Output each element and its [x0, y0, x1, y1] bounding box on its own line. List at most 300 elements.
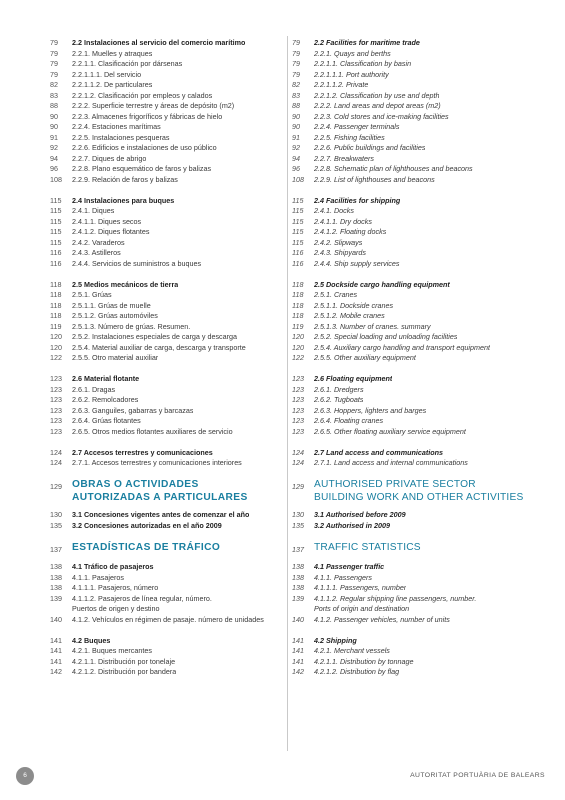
toc-entry-label: 2.7.1. Accesos terrestres y comunicaciones interiores — [72, 458, 242, 467]
toc-entry[interactable] — [292, 164, 554, 175]
page-ref: 118 — [50, 311, 62, 320]
toc-entry[interactable] — [50, 573, 282, 584]
toc-entry-label: 2.5.1. Grúas — [72, 290, 112, 299]
page-ref: 141 — [50, 656, 62, 666]
toc-entry-label: 2.6.2. Remolcadores — [72, 395, 139, 404]
toc-entry-label: 4.2.1.1. Distribución por tonelaje — [72, 656, 176, 666]
toc-section-entry[interactable] — [292, 448, 554, 459]
page-ref: 138 — [50, 583, 62, 592]
toc-entry[interactable] — [50, 164, 282, 175]
toc-entry[interactable] — [50, 604, 282, 615]
page-ref: 115 — [292, 216, 304, 226]
toc-entry[interactable] — [50, 458, 282, 469]
page-ref: 83 — [292, 90, 300, 100]
page-ref: 79 — [292, 59, 300, 68]
toc-entry-label: 4.2.1.2. Distribución por bandera — [72, 667, 177, 676]
spacer — [292, 269, 554, 280]
toc-section-entry[interactable] — [292, 636, 554, 647]
toc-section-entry[interactable] — [50, 562, 282, 573]
toc-entry-label: 2.2.1.2. Classification by use and depth — [314, 90, 440, 100]
page-ref: 94 — [50, 153, 58, 163]
toc-entry-label: Ports of origin and destination — [314, 604, 410, 613]
toc-entry[interactable] — [292, 583, 554, 594]
toc-entry-label: 2.2.8. Schematic plan of lighthouses and beacons — [314, 164, 473, 173]
section-heading-line: AUTORIZADAS A PARTICULARES — [72, 491, 248, 503]
page-ref: 91 — [50, 132, 58, 142]
toc-entry[interactable] — [292, 154, 554, 165]
toc-entry[interactable] — [50, 91, 282, 102]
toc-entry[interactable] — [292, 406, 554, 417]
toc-entry-label: 2.5.1.1. Dockside cranes — [314, 300, 394, 310]
page-ref: 119 — [50, 321, 62, 331]
toc-entry-label: 2.6.5. Other floating auxiliary service equipment — [314, 426, 466, 436]
page-ref: 108 — [292, 174, 304, 184]
page-ref: 123 — [292, 405, 304, 415]
toc-entry[interactable] — [50, 427, 282, 438]
toc-entry[interactable] — [50, 395, 282, 406]
page-ref: 141 — [292, 646, 304, 655]
toc-entry-label: 2.2.6. Edificios e instalaciones de uso público — [72, 143, 217, 152]
toc-entry[interactable] — [292, 175, 554, 186]
toc-entry-label: 2.5.1. Cranes — [314, 290, 358, 299]
page-ref: 123 — [50, 395, 62, 404]
toc-entry[interactable] — [292, 322, 554, 333]
toc-entry-label: 4.1.2. Vehículos en régimen de pasaje. número de unidades — [72, 614, 264, 624]
toc-entry[interactable] — [292, 604, 554, 615]
page-ref: 120 — [292, 332, 304, 341]
toc-entry[interactable] — [50, 353, 282, 364]
page-ref: 123 — [292, 426, 304, 436]
toc-entry-label: 2.2.9. Relación de faros y balizas — [72, 174, 178, 184]
toc-entry[interactable] — [292, 573, 554, 584]
toc-entry[interactable] — [292, 301, 554, 312]
spacer — [292, 185, 554, 196]
toc-entry-label: 4.1.1. Pasajeros — [72, 572, 124, 582]
page-ref: 96 — [292, 164, 300, 173]
page-ref: 88 — [50, 101, 58, 110]
toc-entry-label: 3.1 Concesiones vigentes antes de comenzar el año — [72, 510, 250, 519]
toc-entry[interactable] — [292, 594, 554, 605]
toc-entry[interactable] — [50, 594, 282, 605]
spacer — [292, 364, 554, 375]
toc-entry-label: Puertos de origen y destino — [72, 604, 160, 613]
toc-entry-label: 2.4.4. Servicios de suministros a buques — [72, 258, 202, 268]
page-ref: 124 — [50, 458, 62, 467]
page-ref: 140 — [50, 614, 62, 624]
toc-entry-label: 2.4 Facilities for shipping — [314, 195, 401, 205]
toc-entry-label: 2.4.1. Docks — [314, 206, 354, 215]
toc-entry[interactable] — [50, 416, 282, 427]
section-heading-line: AUTHORISED PRIVATE SECTOR — [314, 479, 476, 490]
page-ref: 124 — [292, 458, 304, 467]
toc-entry[interactable] — [50, 133, 282, 144]
page-ref: 142 — [292, 667, 304, 676]
spacer — [50, 185, 282, 196]
toc-entry-label: 2.2.7. Diques de abrigo — [72, 153, 147, 163]
page-ref: 79 — [292, 69, 300, 79]
toc-entry[interactable] — [292, 290, 554, 301]
toc-entry[interactable] — [50, 343, 282, 354]
toc-entry-label: 2.4.2. Slipways — [314, 237, 363, 247]
toc-entry-label: 4.2 Shipping — [314, 635, 357, 645]
page-ref: 123 — [50, 426, 62, 436]
toc-entry-label: 2.5.4. Material auxiliar de carga, descarga y transporte — [72, 342, 246, 352]
toc-entry[interactable] — [50, 385, 282, 396]
toc-entry-label: 2.4.4. Ship supply services — [314, 258, 400, 268]
page-ref: 141 — [292, 656, 304, 666]
toc-entry[interactable] — [50, 290, 282, 301]
toc-section-entry[interactable] — [292, 280, 554, 291]
toc-section-entry[interactable] — [50, 510, 282, 521]
toc-section-entry[interactable] — [50, 280, 282, 291]
toc-entry-label: 2.2.1.1. Classification by basin — [314, 59, 412, 68]
page-ref: 96 — [50, 164, 58, 173]
toc-entry-label: 2.6.3. Ganguiles, gabarras y barcazas — [72, 405, 194, 415]
page-ref: 79 — [50, 38, 58, 47]
page-ref: 123 — [50, 374, 62, 383]
page-ref: 122 — [50, 353, 62, 362]
page-ref: 123 — [50, 384, 62, 394]
toc-section-entry[interactable] — [292, 510, 554, 521]
page-ref: 135 — [50, 520, 62, 530]
toc-entry-label: 2.2.1. Quays and berths — [314, 48, 391, 58]
toc-entry[interactable] — [50, 70, 282, 81]
toc-entry-label: 2.7 Accesos terrestres y comunicaciones — [72, 447, 213, 457]
toc-entry[interactable] — [50, 143, 282, 154]
toc-entry-label: 3.2 Concesiones autorizadas en el año 2009 — [72, 520, 222, 530]
page-ref: 135 — [292, 520, 304, 530]
toc-entry[interactable] — [50, 49, 282, 60]
toc-entry-label: 2.2.3. Cold stores and ice-making facilities — [314, 111, 449, 121]
toc-entry-label: 2.2 Facilities for maritime trade — [314, 38, 420, 47]
toc-entry[interactable] — [292, 667, 554, 678]
spacer — [50, 625, 282, 636]
page-ref: 115 — [292, 206, 304, 215]
toc-entry[interactable] — [292, 385, 554, 396]
page-ref: 79 — [292, 48, 300, 58]
toc-entry-label: 2.2.1.1.1. Del servicio — [72, 69, 142, 79]
section-heading[interactable] — [50, 542, 282, 557]
toc-entry-label: 2.2.4. Passenger terminals — [314, 122, 400, 131]
toc-entry[interactable] — [292, 353, 554, 364]
toc-entry-label: 2.4.1.2. Diques flotantes — [72, 227, 150, 236]
toc-entry[interactable] — [292, 343, 554, 354]
toc-section-entry[interactable] — [292, 38, 554, 49]
toc-entry-label: 2.6.1. Dredgers — [314, 384, 364, 394]
spacer — [292, 437, 554, 448]
page-ref: 115 — [50, 237, 62, 247]
toc-entry[interactable] — [292, 133, 554, 144]
toc-entry-label: 2.2.8. Plano esquemático de faros y balizas — [72, 164, 212, 173]
toc-section-entry[interactable] — [50, 196, 282, 207]
toc-entry-label: 2.6.5. Otros medios flotantes auxiliares de servicio — [72, 426, 233, 436]
section-heading-line: TRAFFIC STATISTICS — [314, 541, 421, 553]
toc-entry-label: 2.5.1.3. Number of cranes. summary — [314, 321, 431, 331]
page-ref: 138 — [292, 583, 304, 592]
toc-entry[interactable] — [50, 259, 282, 270]
page-ref: 116 — [50, 258, 62, 268]
toc-entry-label: 2.2.1. Muelles y atraques — [72, 48, 153, 58]
toc-entry-label: 2.4.2. Varaderos — [72, 237, 125, 247]
page-ref: 123 — [292, 395, 304, 404]
page-ref: 120 — [50, 332, 62, 341]
page-ref: 94 — [292, 153, 300, 163]
toc-section-entry[interactable] — [50, 38, 282, 49]
page-ref: 91 — [292, 132, 300, 142]
section-heading[interactable] — [50, 479, 282, 504]
toc-entry[interactable] — [50, 322, 282, 333]
toc-entry[interactable] — [50, 238, 282, 249]
toc-entry-label: 2.6.4. Floating cranes — [314, 416, 384, 425]
page-ref: 123 — [292, 374, 304, 383]
toc-entry-label: 2.5.1.1. Grúas de muelle — [72, 300, 151, 310]
page-ref: 141 — [50, 646, 62, 655]
toc-entry[interactable] — [50, 657, 282, 668]
page-number-badge: 6 — [16, 767, 34, 785]
toc-entry[interactable] — [292, 70, 554, 81]
page-ref: 116 — [292, 258, 304, 268]
toc-entry-label: 2.2.7. Breakwaters — [314, 153, 374, 163]
page-ref: 118 — [50, 290, 62, 299]
page-ref: 92 — [292, 143, 300, 152]
toc-entry[interactable] — [50, 615, 282, 626]
page-ref: 119 — [292, 321, 304, 331]
toc-entry-label: 2.6 Material flotante — [72, 374, 140, 383]
toc-entry-label: 2.4.3. Shipyards — [314, 248, 366, 257]
page-ref: 79 — [50, 69, 58, 79]
section-heading-line: OBRAS O ACTIVIDADES — [72, 479, 199, 490]
toc-entry-label: 2.5.5. Otro material auxiliar — [72, 353, 159, 362]
page-ref: 79 — [50, 48, 58, 58]
toc-entry-label: 2.7.1. Land access and internal communications — [314, 458, 468, 467]
page-ref: 122 — [292, 353, 304, 362]
toc-entry[interactable] — [50, 667, 282, 678]
toc-entry-label: 3.1 Authorised before 2009 — [314, 510, 406, 519]
page-ref: 118 — [292, 279, 304, 289]
page-ref: 130 — [292, 510, 304, 519]
toc-entry-label: 2.4.3. Astilleros — [72, 248, 121, 257]
section-heading[interactable] — [292, 542, 554, 557]
toc-entry-label: 2.2.1.2. Clasificación por empleos y calados — [72, 90, 213, 100]
toc-entry[interactable] — [292, 332, 554, 343]
toc-entry[interactable] — [50, 101, 282, 112]
section-heading[interactable] — [292, 479, 554, 504]
toc-entry-label: 2.6.3. Hoppers, lighters and barges — [314, 405, 427, 415]
toc-entry[interactable] — [50, 301, 282, 312]
toc-entry[interactable] — [292, 311, 554, 322]
toc-entry[interactable] — [292, 49, 554, 60]
toc-entry[interactable] — [292, 59, 554, 70]
toc-entry[interactable] — [292, 80, 554, 91]
toc-section-entry[interactable] — [50, 374, 282, 385]
section-heading-line: BUILDING WORK AND OTHER ACTIVITIES — [314, 491, 524, 503]
toc-entry-label: 2.2.1.1. Clasificación por dársenas — [72, 59, 183, 68]
toc-entry[interactable] — [292, 259, 554, 270]
page-ref: 138 — [50, 562, 62, 571]
toc-entry-label: 4.1.1. Passengers — [314, 572, 372, 582]
toc-entry[interactable] — [50, 406, 282, 417]
page-ref: 130 — [50, 510, 62, 519]
page-ref: 116 — [50, 248, 62, 257]
toc-entry-label: 2.4.1.1. Diques secos — [72, 216, 142, 226]
page-ref: 115 — [292, 227, 304, 236]
toc-entry-label: 2.5.1.3. Número de grúas. Resumen. — [72, 321, 191, 331]
toc-entry[interactable] — [292, 395, 554, 406]
toc-entry[interactable] — [292, 238, 554, 249]
toc-entry-label: 2.2.2. Superficie terrestre y áreas de depósito (m2) — [72, 101, 235, 110]
toc-entry-label: 2.4 Instalaciones para buques — [72, 195, 175, 205]
page-ref: 138 — [292, 572, 304, 582]
toc-entry[interactable] — [50, 175, 282, 186]
toc-entry[interactable] — [50, 112, 282, 123]
page-ref: 120 — [50, 342, 62, 352]
spacer — [50, 531, 282, 542]
toc-entry-label: 4.1.1.1. Passengers, number — [314, 583, 407, 592]
toc-entry[interactable] — [292, 657, 554, 668]
toc-entry-label: 4.1.1.2. Pasajeros de línea regular, número. — [72, 593, 212, 603]
toc-entry[interactable] — [292, 646, 554, 657]
toc-entry-label: 2.4.1.1. Dry docks — [314, 216, 372, 226]
page-ref: 118 — [292, 311, 304, 320]
toc-entry-label: 2.2.1.1.2. De particulares — [72, 80, 153, 89]
page-ref: 141 — [50, 635, 62, 645]
toc-entry-label: 2.2.5. Fishing facilities — [314, 132, 385, 142]
toc-entry-label: 2.2.1.1.1. Port authority — [314, 69, 389, 79]
toc-entry-label: 4.1.1.2. Regular shipping line passengers, number. — [314, 593, 477, 603]
toc-section-entry[interactable] — [50, 521, 282, 532]
page-ref: 79 — [292, 38, 300, 47]
page-ref: 116 — [292, 248, 304, 257]
section-heading-line: ESTADÍSTICAS DE TRÁFICO — [72, 541, 221, 553]
page-ref: 82 — [50, 80, 58, 89]
toc-entry-label: 2.5.2. Special loading and unloading facilities — [314, 332, 458, 341]
toc-entry[interactable] — [292, 248, 554, 259]
toc-entry-label: 2.2.3. Almacenes frigoríficos y fábricas de hielo — [72, 111, 223, 121]
toc-column-english — [292, 38, 554, 678]
toc-entry[interactable] — [50, 154, 282, 165]
toc-entry-label: 2.4.1. Diques — [72, 206, 115, 215]
page-ref: 90 — [292, 111, 300, 121]
page-ref: 138 — [292, 562, 304, 571]
toc-entry[interactable] — [292, 206, 554, 217]
toc-entry[interactable] — [50, 248, 282, 259]
page-ref: 118 — [50, 300, 62, 310]
toc-entry[interactable] — [50, 217, 282, 228]
toc-entry[interactable] — [50, 332, 282, 343]
page-ref: 138 — [50, 572, 62, 582]
page-ref: 118 — [292, 290, 304, 299]
spacer — [292, 531, 554, 542]
spacer — [50, 437, 282, 448]
toc-entry-label: 2.2.1.1.2. Private — [314, 80, 369, 89]
page-ref: 83 — [50, 90, 58, 100]
toc-section-entry[interactable] — [292, 374, 554, 385]
toc-entry[interactable] — [292, 112, 554, 123]
toc-entry-label: 2.7 Land access and communications — [314, 447, 444, 457]
toc-entry[interactable] — [50, 59, 282, 70]
page-ref: 115 — [50, 195, 62, 205]
page-ref: 124 — [50, 447, 62, 457]
spacer — [292, 469, 554, 480]
page-ref: 140 — [292, 614, 304, 624]
footer-organization: AUTORITAT PORTUÀRIA DE BALEARS — [410, 772, 545, 779]
toc-entry[interactable] — [50, 206, 282, 217]
page-ref: 139 — [50, 593, 62, 603]
toc-entry-label: 2.2 Instalaciones al servicio del comercio marítimo — [72, 38, 246, 47]
page-ref: 123 — [292, 416, 304, 425]
toc-entry[interactable] — [50, 583, 282, 594]
toc-entry-label: 2.2.4. Estaciones marítimas — [72, 122, 161, 131]
toc-entry-label: 4.1.1.1. Pasajeros, número — [72, 583, 159, 592]
toc-entry[interactable] — [292, 227, 554, 238]
toc-entry-label: 2.5.1.2. Mobile cranes — [314, 311, 385, 320]
toc-entry[interactable] — [292, 416, 554, 427]
page-ref: 137 — [292, 544, 304, 554]
page-ref: 115 — [50, 216, 62, 226]
toc-entry[interactable] — [50, 80, 282, 91]
toc-entry[interactable] — [292, 143, 554, 154]
toc-entry-label: 4.1.2. Passenger vehicles, number of units — [314, 614, 450, 624]
toc-section-entry[interactable] — [292, 196, 554, 207]
toc-entry[interactable] — [292, 458, 554, 469]
toc-entry[interactable] — [292, 91, 554, 102]
page-ref: 90 — [292, 122, 300, 131]
page-ref: 137 — [50, 544, 62, 554]
toc-entry-label: 2.2.9. List of lighthouses and beacons — [314, 174, 435, 184]
toc-entry-label: 2.2.5. Instalaciones pesqueras — [72, 132, 170, 142]
toc-entry-label: 2.6 Floating equipment — [314, 374, 393, 383]
toc-section-entry[interactable] — [50, 636, 282, 647]
page-ref: 118 — [50, 279, 62, 289]
toc-entry-label: 4.2.1. Merchant vessels — [314, 646, 390, 655]
page-ref: 124 — [292, 447, 304, 457]
page-ref: 115 — [50, 227, 62, 236]
toc-entry[interactable] — [292, 122, 554, 133]
toc-entry[interactable] — [292, 427, 554, 438]
toc-entry-label: 4.2.1. Buques mercantes — [72, 646, 152, 655]
toc-entry-label: 2.5.2. Instalaciones especiales de carga y descarga — [72, 332, 238, 341]
page-ref: 129 — [292, 482, 304, 491]
toc-entry-label: 2.5.4. Auxiliary cargo handling and transport equipment — [314, 342, 490, 352]
page-ref: 115 — [50, 206, 62, 215]
toc-column-spanish — [50, 38, 282, 678]
toc-section-entry[interactable] — [50, 448, 282, 459]
toc-entry-label: 2.5 Medios mecánicos de tierra — [72, 279, 179, 289]
spacer — [50, 364, 282, 375]
toc-entry[interactable] — [50, 646, 282, 657]
toc-section-entry[interactable] — [292, 562, 554, 573]
page-ref: 123 — [50, 405, 62, 415]
toc-entry[interactable] — [50, 311, 282, 322]
toc-entry-label: 3.2 Authorised in 2009 — [314, 520, 391, 530]
toc-entry-label: 2.5.1.2. Grúas automóviles — [72, 311, 158, 320]
page-ref: 115 — [292, 237, 304, 247]
toc-entry[interactable] — [292, 615, 554, 626]
toc-section-entry[interactable] — [292, 521, 554, 532]
toc-entry[interactable] — [50, 122, 282, 133]
toc-entry-label: 2.2.2. Land areas and depot areas (m2) — [314, 101, 441, 110]
page-ref: 139 — [292, 593, 304, 603]
toc-entry[interactable] — [50, 227, 282, 238]
toc-entry-label: 2.4.1.2. Floating docks — [314, 227, 387, 236]
toc-entry-label: 4.2.1.1. Distribution by tonnage — [314, 656, 414, 666]
toc-entry[interactable] — [292, 101, 554, 112]
page-ref: 123 — [292, 384, 304, 394]
page-ref: 82 — [292, 80, 300, 89]
page-ref: 142 — [50, 667, 62, 676]
toc-entry[interactable] — [292, 217, 554, 228]
page-ref: 120 — [292, 342, 304, 352]
